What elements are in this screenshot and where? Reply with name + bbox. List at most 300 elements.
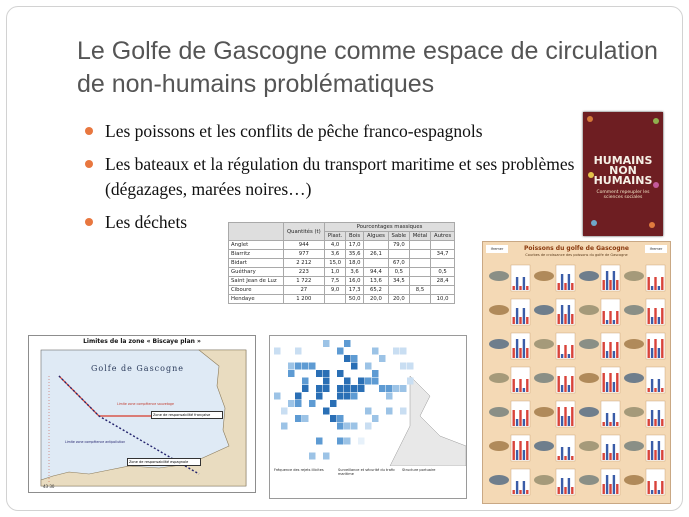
poster-tag-left: Ifremer	[486, 245, 508, 253]
fish-card	[489, 333, 530, 359]
fish-chart-bar	[603, 280, 605, 290]
fish-card	[579, 265, 620, 291]
table-row	[229, 286, 455, 295]
fish-chart-bar	[523, 277, 525, 290]
map2-legend-3: Structure portuaire	[402, 468, 436, 472]
map2-legend-2: Surveillance et sécurité du trafic maritime	[338, 468, 396, 476]
table-subheader: Bois	[346, 232, 364, 241]
heat-cell	[323, 378, 330, 385]
table-cell-percent	[409, 295, 430, 304]
fish-chart-bar	[564, 345, 566, 358]
slide-title: Le Golfe de Gascogne comme espace de circulation de non-humains problématiques	[77, 37, 658, 98]
fish-chart-bar	[568, 274, 570, 290]
heat-cell	[330, 415, 337, 422]
fish-card	[624, 265, 665, 291]
table-cell-percent: 18,0	[346, 259, 364, 268]
table-cell-percent: 26,1	[364, 250, 389, 259]
table-cell-percent	[409, 241, 430, 250]
bullet-text: Les poissons et les conflits de pêche franco-espagnols	[105, 121, 483, 141]
heat-cell	[281, 408, 288, 415]
fish-chart-bar	[606, 351, 608, 358]
map1-sea-label: Golfe de Gascogne	[91, 364, 184, 373]
fish-chart-bar	[606, 271, 608, 290]
fish-chart-bar	[516, 481, 518, 494]
fish-chart-bar	[571, 314, 573, 324]
heat-cell	[337, 385, 344, 392]
heat-cell	[393, 385, 400, 392]
table-cell-port: Anglet	[229, 241, 284, 250]
fish-card	[534, 333, 575, 359]
table-cell-percent: 65,2	[364, 286, 389, 295]
fish-chart-bar	[648, 450, 650, 460]
fish-chart-bar	[658, 317, 660, 324]
fish-icon	[579, 475, 599, 485]
heat-cell	[316, 370, 323, 377]
discharge-map-image	[269, 335, 467, 499]
biscaye-map-image	[28, 335, 256, 493]
fish-chart-bar	[561, 416, 563, 426]
heat-cell	[407, 378, 414, 385]
fish-card	[489, 469, 530, 495]
slide	[6, 6, 683, 511]
fish-card	[489, 265, 530, 291]
table-cell-quantity: 223	[283, 268, 325, 277]
heat-cell	[302, 415, 309, 422]
heat-cell	[400, 348, 407, 355]
fish-icon	[534, 305, 554, 315]
fish-card	[579, 333, 620, 359]
fish-chart-bar	[603, 422, 605, 426]
fish-chart-bar	[609, 280, 611, 290]
fish-card	[579, 469, 620, 495]
bullet-item	[85, 152, 585, 202]
table-subheader: Métal	[409, 232, 430, 241]
table-cell-port: Hendaye	[229, 295, 284, 304]
fish-chart-bar	[516, 339, 518, 358]
heat-cell	[274, 348, 281, 355]
fish-card	[534, 367, 575, 393]
fish-chart-bar	[564, 376, 566, 392]
heat-cell	[386, 408, 393, 415]
heat-cell	[337, 370, 344, 377]
fish-chart-bar	[526, 379, 528, 392]
fish-icon	[489, 373, 509, 383]
fish-chart-bar	[613, 320, 615, 324]
heat-cell	[288, 363, 295, 370]
fish-chart-bar	[513, 286, 515, 290]
book-cover-image	[583, 112, 663, 236]
heat-cell	[351, 363, 358, 370]
table-cell-percent: 67,0	[388, 259, 409, 268]
fish-icon	[489, 305, 509, 315]
heat-cell	[302, 385, 309, 392]
table-subheader: Sable	[388, 232, 409, 241]
table-cell-percent: 3,6	[325, 250, 346, 259]
fish-icon	[489, 407, 509, 417]
table-cell-quantity: 977	[283, 250, 325, 259]
book-title-line1: HUMAINS	[593, 154, 653, 167]
table-cell-percent	[431, 259, 455, 268]
table-cell-percent: 50,0	[346, 295, 364, 304]
fish-chart-bar	[654, 450, 656, 460]
table-cell-percent	[388, 250, 409, 259]
fish-chart-bar	[516, 388, 518, 392]
heat-cell	[386, 385, 393, 392]
table-cell-percent: 0,5	[388, 268, 409, 277]
fish-chart-bar	[661, 419, 663, 426]
map1-lat-label: 43 30	[43, 484, 55, 489]
fish-chart-bar	[558, 283, 560, 290]
fish-grid	[483, 258, 670, 503]
fish-chart-bar	[526, 348, 528, 358]
fish-chart-bar	[654, 419, 656, 426]
table-cell-quantity: 1 722	[283, 277, 325, 286]
fish-chart-bar	[513, 348, 515, 358]
fish-chart-bar	[558, 314, 560, 324]
heat-cell	[295, 363, 302, 370]
book-title-line2: NON	[609, 164, 637, 177]
fish-icon	[579, 271, 599, 281]
fish-icon	[489, 339, 509, 349]
fish-chart-bar	[616, 280, 618, 290]
table-cell-percent	[388, 286, 409, 295]
table-cell-percent	[431, 241, 455, 250]
fish-chart-bar	[561, 447, 563, 460]
fish-chart-bar	[648, 308, 650, 324]
table-row	[229, 295, 455, 304]
heat-cell	[295, 400, 302, 407]
fish-chart-bar	[661, 308, 663, 324]
fish-chart-bar	[654, 481, 656, 494]
fish-icon	[579, 305, 599, 315]
table-cell-port: Saint Jean de Luz	[229, 277, 284, 286]
table-cell-percent: 35,6	[346, 250, 364, 259]
heat-cell	[337, 438, 344, 445]
waste-table-image	[228, 222, 455, 318]
fish-chart-bar	[603, 453, 605, 460]
fish-chart-bar	[523, 308, 525, 324]
heat-cell	[274, 393, 281, 400]
fish-chart-bar	[561, 354, 563, 358]
heat-cell	[309, 453, 316, 460]
fish-chart-bar	[613, 271, 615, 290]
fish-chart-bar	[603, 373, 605, 392]
heat-cell	[393, 348, 400, 355]
fish-chart-bar	[513, 379, 515, 392]
table-cell-percent	[364, 259, 389, 268]
heat-cell	[302, 378, 309, 385]
fish-icon	[624, 407, 644, 417]
bullet-text: Les bateaux et la régulation du transport maritime et ses problèmes (dégazages, marées noires…)	[105, 154, 575, 199]
table-subheader: Autres	[431, 232, 455, 241]
fish-chart-bar	[661, 388, 663, 392]
table-cell-percent	[431, 286, 455, 295]
fish-icon	[489, 271, 509, 281]
fish-chart-bar	[606, 320, 608, 324]
fish-chart-bar	[606, 444, 608, 460]
fish-chart-bar	[558, 456, 560, 460]
table-cell-percent: 28,4	[431, 277, 455, 286]
fish-chart-bar	[523, 419, 525, 426]
fish-chart-bar	[561, 385, 563, 392]
fish-chart-bar	[513, 441, 515, 460]
fish-card	[624, 435, 665, 461]
heat-cell	[365, 423, 372, 430]
heat-cell	[337, 393, 344, 400]
table-cell-port: Ciboure	[229, 286, 284, 295]
table-cell-percent: 20,0	[388, 295, 409, 304]
table-cell-percent: 17,0	[346, 241, 364, 250]
fish-icon	[579, 373, 599, 383]
heat-cell	[295, 415, 302, 422]
fish-icon	[624, 475, 644, 485]
fish-chart-bar	[558, 487, 560, 494]
heat-cell	[372, 415, 379, 422]
fish-chart-bar	[564, 487, 566, 494]
table-row	[229, 250, 455, 259]
fish-icon	[624, 373, 644, 383]
table-row	[229, 241, 455, 250]
fish-chart-bar	[564, 283, 566, 290]
heat-cell	[281, 423, 288, 430]
table-cell-percent	[364, 241, 389, 250]
fish-icon	[624, 339, 644, 349]
table-cell-percent: 15,0	[325, 259, 346, 268]
fish-chart-bar	[651, 348, 653, 358]
fish-chart-bar	[523, 388, 525, 392]
table-cell-percent: 9,0	[325, 286, 346, 295]
fish-icon	[489, 441, 509, 451]
fish-chart-bar	[561, 478, 563, 494]
table-cell-percent: 13,6	[364, 277, 389, 286]
fish-chart-bar	[609, 311, 611, 324]
fish-chart-bar	[519, 379, 521, 392]
fish-card	[624, 299, 665, 325]
fish-chart-bar	[609, 422, 611, 426]
fish-chart-bar	[571, 283, 573, 290]
table-row	[229, 277, 455, 286]
fish-icon	[624, 271, 644, 281]
heat-cell	[344, 438, 351, 445]
table-subheader: Plast.	[325, 232, 346, 241]
map2-drawing	[270, 336, 466, 466]
table-header-quantity: Quantités (t)	[283, 223, 325, 241]
fish-chart-bar	[648, 388, 650, 392]
heat-cell	[379, 385, 386, 392]
fish-chart-bar	[558, 407, 560, 426]
table-cell-percent: 20,0	[364, 295, 389, 304]
fish-chart-bar	[568, 305, 570, 324]
map1-label-fr-zone: Zone de responsabilité française	[151, 411, 223, 419]
heat-cell	[400, 385, 407, 392]
fish-chart-bar	[571, 487, 573, 494]
heat-cell	[344, 423, 351, 430]
fish-chart-bar	[568, 478, 570, 494]
fish-icon	[579, 407, 599, 417]
heat-cell	[351, 385, 358, 392]
fish-chart-bar	[661, 277, 663, 290]
table-cell-percent	[409, 250, 430, 259]
fish-chart-bar	[616, 453, 618, 460]
fish-chart-bar	[568, 354, 570, 358]
fish-chart-bar	[613, 351, 615, 358]
table-row	[229, 259, 455, 268]
fish-card	[534, 469, 575, 495]
fish-chart-bar	[603, 484, 605, 494]
table-header-port	[229, 223, 284, 241]
book-subtitle: Comment repeupler les sciences sociales	[596, 190, 650, 200]
fish-chart-bar	[648, 277, 650, 290]
fish-chart-bar	[526, 490, 528, 494]
fish-chart-bar	[651, 286, 653, 290]
heat-cell	[309, 363, 316, 370]
fish-chart-bar	[609, 373, 611, 392]
heat-cell	[365, 378, 372, 385]
fish-card	[489, 401, 530, 427]
table-cell-quantity: 2 212	[283, 259, 325, 268]
fish-chart-bar	[609, 484, 611, 494]
table-cell-percent	[409, 277, 430, 286]
fish-chart-bar	[558, 376, 560, 392]
table-row	[229, 268, 455, 277]
heat-cell	[288, 400, 295, 407]
fish-chart-bar	[568, 385, 570, 392]
fish-card	[579, 367, 620, 393]
fish-chart-bar	[654, 308, 656, 324]
fish-chart-bar	[609, 342, 611, 358]
fish-card	[579, 435, 620, 461]
table-cell-percent: 79,0	[388, 241, 409, 250]
fish-chart-bar	[519, 441, 521, 460]
heat-cell	[400, 408, 407, 415]
table-cell-quantity: 944	[283, 241, 325, 250]
fish-icon	[489, 475, 509, 485]
fish-chart-bar	[648, 339, 650, 358]
fish-chart-bar	[648, 419, 650, 426]
fish-card	[534, 299, 575, 325]
fish-chart-bar	[654, 388, 656, 392]
heat-cell	[344, 378, 351, 385]
fish-chart-bar	[523, 339, 525, 358]
bullet-dot-icon	[85, 160, 93, 168]
fish-chart-bar	[513, 490, 515, 494]
heat-cell	[316, 385, 323, 392]
fish-chart-bar	[516, 450, 518, 460]
fish-chart-bar	[516, 419, 518, 426]
fish-chart-bar	[519, 317, 521, 324]
fish-chart-bar	[658, 490, 660, 494]
fish-chart-bar	[654, 277, 656, 290]
fish-chart-bar	[616, 342, 618, 358]
fish-card	[534, 265, 575, 291]
heat-cell	[351, 393, 358, 400]
fish-card	[624, 401, 665, 427]
heat-cell	[323, 408, 330, 415]
fish-chart-bar	[603, 311, 605, 324]
fish-chart-bar	[571, 456, 573, 460]
fish-icon	[534, 475, 554, 485]
fish-chart-bar	[526, 317, 528, 324]
fish-icon	[534, 441, 554, 451]
fish-chart-bar	[651, 410, 653, 426]
fish-icon	[534, 339, 554, 349]
table-cell-quantity: 1 200	[283, 295, 325, 304]
fish-card	[534, 435, 575, 461]
heat-cell	[295, 348, 302, 355]
book-title-line3: HUMAINS	[593, 174, 653, 187]
heat-cell	[309, 400, 316, 407]
heat-cell	[316, 393, 323, 400]
fish-chart-bar	[651, 490, 653, 494]
bullet-text: Les déchets	[105, 212, 188, 232]
heat-cell	[288, 370, 295, 377]
heat-cell	[358, 378, 365, 385]
fish-chart-bar	[661, 339, 663, 358]
fish-chart-bar	[571, 376, 573, 392]
fish-chart-bar	[526, 410, 528, 426]
fish-chart-bar	[564, 314, 566, 324]
fish-icon	[624, 441, 644, 451]
table-cell-percent	[325, 295, 346, 304]
table-cell-percent: 8,5	[409, 286, 430, 295]
heat-cell	[344, 393, 351, 400]
heat-cell	[344, 355, 351, 362]
fish-chart-bar	[516, 277, 518, 290]
table-body	[229, 241, 455, 304]
table-cell-percent	[409, 259, 430, 268]
fish-chart-bar	[526, 286, 528, 290]
table-cell-percent: 34,7	[431, 250, 455, 259]
heat-cell	[337, 348, 344, 355]
bullet-dot-icon	[85, 127, 93, 135]
fish-chart-bar	[606, 382, 608, 392]
fish-chart-bar	[654, 339, 656, 358]
table-cell-percent: 17,3	[346, 286, 364, 295]
table-cell-port: Biarritz	[229, 250, 284, 259]
heat-cell	[407, 363, 414, 370]
table-cell-quantity: 27	[283, 286, 325, 295]
heat-cell	[302, 363, 309, 370]
fish-chart-bar	[606, 475, 608, 494]
fish-card	[489, 367, 530, 393]
table-cell-percent: 3,6	[346, 268, 364, 277]
fish-chart-bar	[613, 382, 615, 392]
fish-icon	[579, 441, 599, 451]
heat-cell	[351, 355, 358, 362]
map1-label-limit1: Limite zone compétence sauvetage	[117, 402, 174, 406]
fish-icon	[534, 407, 554, 417]
heat-cell	[337, 415, 344, 422]
heat-cell	[337, 423, 344, 430]
fish-icon	[534, 373, 554, 383]
heat-cell	[365, 408, 372, 415]
table-cell-percent: 7,5	[325, 277, 346, 286]
table-cell-percent: 4,0	[325, 241, 346, 250]
fish-card	[579, 401, 620, 427]
table-cell-percent	[409, 268, 430, 277]
fish-card	[489, 435, 530, 461]
poster-title: Poissons du golfe de Gascogne	[524, 245, 629, 252]
table-cell-percent: 34,5	[388, 277, 409, 286]
fish-poster-image	[482, 241, 671, 504]
fish-chart-bar	[613, 444, 615, 460]
fish-chart-bar	[616, 311, 618, 324]
heat-cell	[379, 355, 386, 362]
table-cell-percent: 10,0	[431, 295, 455, 304]
fish-chart-bar	[526, 441, 528, 460]
fish-card	[624, 333, 665, 359]
fish-icon	[624, 305, 644, 315]
